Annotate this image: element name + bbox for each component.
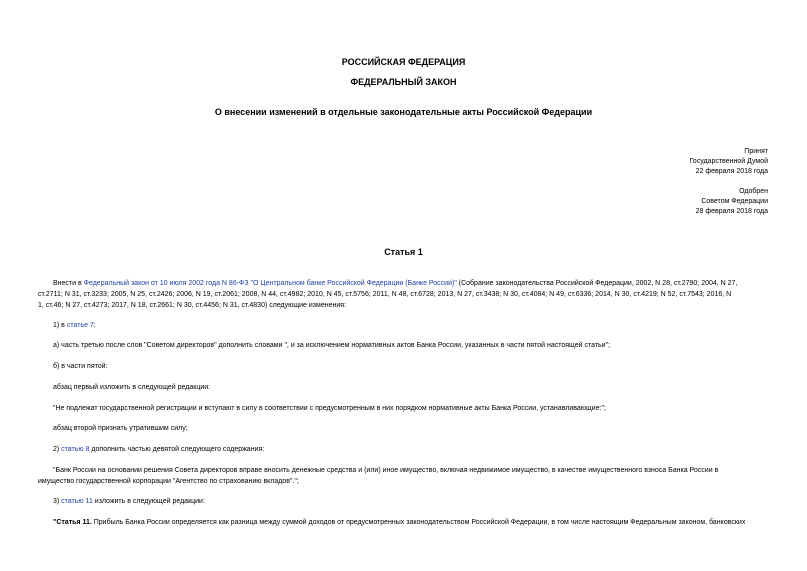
federal-law-link[interactable]: Федеральный закон от 10 июля 2002 года N 86-ФЗ "О Центральном банке Российской Федерации (Банке России)" bbox=[83, 280, 457, 287]
item-2-prefix: 2) bbox=[53, 446, 62, 453]
approval-body: Советом Федерации bbox=[701, 198, 768, 205]
adoption-date: 22 февраля 2018 года bbox=[695, 168, 768, 175]
article-11-body: Прибыль Банка России определяется как разница между суммой доходов от предусмотренных законодательством Российской Федерации, в том числе настоящим Федеральным законом, банковских bbox=[91, 519, 746, 526]
item-1a: а) часть третью после слов "Советом директоров" дополнить словами ", и за исключением нормативных актов Банка России, указанных в части пятой настоящей статьи"; bbox=[53, 342, 611, 349]
approval-block bbox=[696, 187, 768, 217]
adoption-line: Принят bbox=[744, 148, 768, 155]
item-1-suffix: : bbox=[93, 322, 96, 329]
approval-line: Одобрен bbox=[739, 188, 768, 195]
article-heading: Статья 1 bbox=[384, 247, 423, 257]
item-3 bbox=[53, 497, 205, 507]
doc-type-heading: ФЕДЕРАЛЬНЫЙ ЗАКОН bbox=[350, 77, 457, 87]
item-3-suffix: изложить в следующей редакции: bbox=[92, 498, 205, 505]
item-2-quote-line-1: "Банк России на основании решения Совета директоров вправе вносить денежные средства и (или) иное имущество, включая недвижимое имущество, в качестве имущественного взноса Банка России в bbox=[53, 467, 719, 474]
article-11-link[interactable]: статью 11 bbox=[61, 498, 93, 505]
adoption-body: Государственной Думой bbox=[689, 158, 768, 165]
item-1b-first-paragraph: абзац первый изложить в следующей редакции: bbox=[53, 384, 211, 391]
item-2-suffix: дополнить частью девятой следующего содержания: bbox=[89, 446, 265, 453]
adoption-block bbox=[689, 147, 768, 177]
law-title: О внесении изменений в отдельные законодательные акты Российской Федерации bbox=[214, 107, 593, 117]
item-1b-second-paragraph: абзац второй признать утратившим силу; bbox=[53, 425, 188, 432]
intro-prefix: Внести в bbox=[53, 280, 84, 287]
item-1b: б) в части пятой: bbox=[53, 363, 108, 370]
intro-rest: (Собрание законодательства Российской Федерации, 2002, N 28, ст.2790; 2004, N 27, bbox=[456, 280, 738, 287]
intro-line-3: 1, ст.46; N 27, ст.4273; 2017, N 18, ст.2661; N 30, ст.4456; N 31, ст.4830) следующие изменения: bbox=[38, 302, 346, 309]
approval-date: 28 февраля 2018 года bbox=[695, 208, 768, 215]
item-3-text bbox=[53, 518, 745, 528]
item-3-prefix: 3) bbox=[53, 498, 62, 505]
article-11-label: "Статья 11. bbox=[53, 519, 92, 526]
country-heading: РОССИЙСКАЯ ФЕДЕРАЦИЯ bbox=[341, 57, 466, 67]
item-1 bbox=[53, 321, 96, 331]
intro-line-2: ст.2711; N 31, ст.3233; 2005, N 25, ст.2426; 2006, N 19, ст.2061; 2008, N 44, ст.4982; 2010, N 45, ст.5756; 2011, N 48, ст.6728; 2013, N 27, ст.3438; N 30, ст.4084; N 49, ст.6336; 2014, N 30, ст.4219; N 52, ст.7543; 2016, N bbox=[38, 291, 732, 298]
article-8-link[interactable]: статью 8 bbox=[61, 446, 90, 453]
article-7-link[interactable]: статье 7 bbox=[66, 322, 94, 329]
item-1-prefix: 1) в bbox=[53, 322, 67, 329]
intro-line-1 bbox=[53, 279, 737, 289]
item-2 bbox=[53, 445, 264, 455]
item-1b-quote: "Не подлежат государственной регистрации и вступают в силу в соответствии с предусмотренным в них порядком нормативные акты Банка России, устанавливающие:"; bbox=[53, 405, 606, 412]
item-2-quote-line-2: имущество государственной корпорации "Агентство по страхованию вкладов"."; bbox=[38, 478, 299, 485]
